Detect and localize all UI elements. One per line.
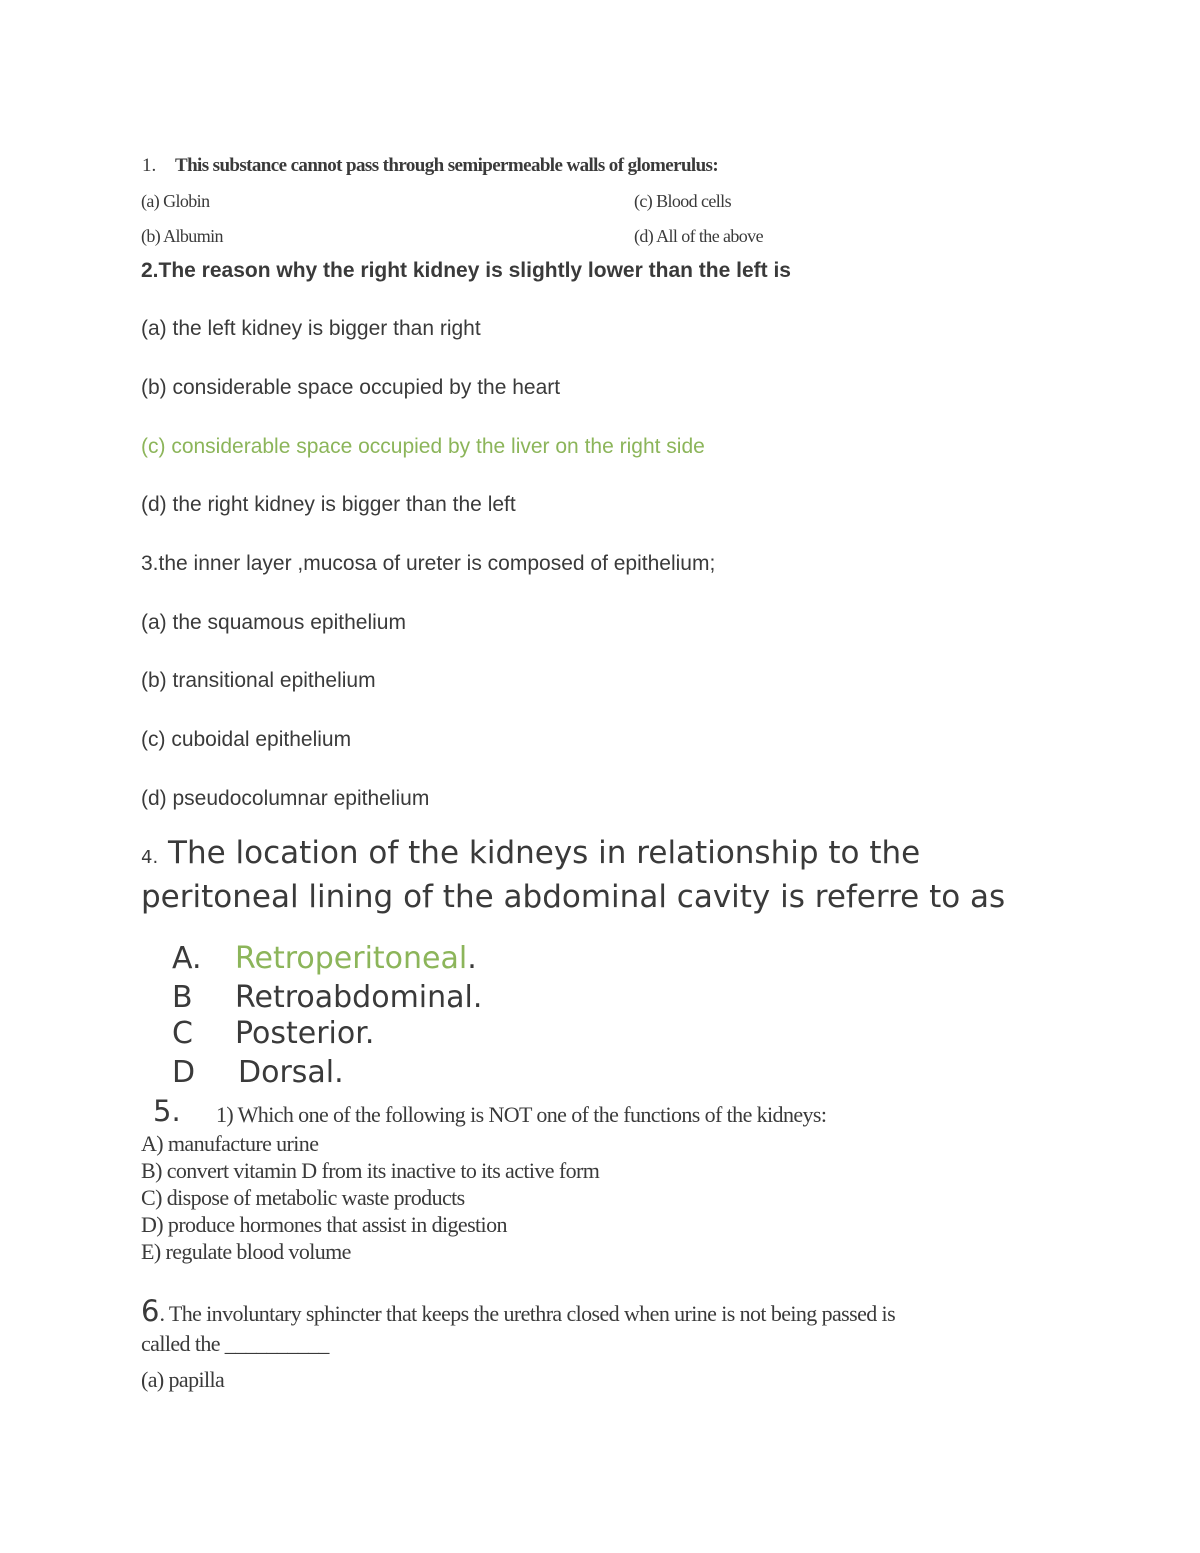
- q6-number: 6: [141, 1294, 160, 1328]
- q1-option-d: (d) All of the above: [634, 226, 763, 246]
- q3-option-b: (b) transitional epithelium: [141, 669, 376, 692]
- q2-option-d: (d) the right kidney is bigger than the left: [141, 493, 516, 516]
- q5-number: 5.: [153, 1094, 181, 1128]
- q4-question-line2: peritoneal lining of the abdominal cavity is referre to as: [141, 879, 1006, 915]
- q5-option-c: C) dispose of metabolic waste products: [141, 1185, 465, 1210]
- q4-option-d: Dorsal.: [238, 1055, 344, 1090]
- q2-question-text: 2.The reason why the right kidney is slightly lower than the left is: [141, 259, 791, 282]
- q5-option-b: B) convert vitamin D from its inactive to its active form: [141, 1158, 600, 1183]
- q2-option-c-highlighted: (c) considerable space occupied by the liver on the right side: [141, 435, 705, 458]
- q4-option-a-period: .: [467, 941, 477, 976]
- q6-question-line2: called the __________: [141, 1331, 329, 1356]
- q4-number: 4.: [141, 847, 159, 868]
- q4-option-d-letter: D: [172, 1055, 196, 1090]
- q6-question-line1: . The involuntary sphincter that keeps the urethra closed when urine is not being passed is: [159, 1301, 896, 1326]
- q1-option-a: (a) Globin: [141, 191, 210, 211]
- q4-option-a-letter: A.: [172, 941, 202, 976]
- q5-option-d: D) produce hormones that assist in digestion: [141, 1212, 507, 1237]
- q5-option-e: E) regulate blood volume: [141, 1239, 351, 1264]
- q3-option-c: (c) cuboidal epithelium: [141, 728, 352, 751]
- q3-option-a: (a) the squamous epithelium: [141, 611, 406, 634]
- q4-option-a-highlighted: Retroperitoneal: [235, 941, 468, 976]
- q4-option-c: Posterior.: [235, 1016, 375, 1051]
- q2-option-b: (b) considerable space occupied by the heart: [141, 376, 561, 399]
- q4-option-b-letter: B: [172, 980, 193, 1015]
- q4-question-line1: The location of the kidneys in relationship to the: [168, 835, 921, 871]
- q3-question-text: 3.the inner layer ,mucosa of ureter is composed of epithelium;: [141, 552, 716, 575]
- q3-option-d: (d) pseudocolumnar epithelium: [141, 787, 430, 810]
- q1-option-c: (c) Blood cells: [634, 191, 731, 211]
- q1-option-b: (b) Albumin: [141, 226, 223, 246]
- q1-question-text: This substance cannot pass through semipermeable walls of glomerulus:: [175, 155, 719, 176]
- q5-question-text: 1) Which one of the following is NOT one of the functions of the kidneys:: [216, 1102, 827, 1127]
- q4-option-b: Retroabdominal.: [235, 980, 483, 1015]
- q4-option-c-letter: C: [172, 1016, 193, 1051]
- q6-option-a: (a) papilla: [141, 1367, 225, 1392]
- q1-number: 1.: [142, 155, 157, 176]
- q5-option-a: A) manufacture urine: [141, 1131, 319, 1156]
- q2-option-a: (a) the left kidney is bigger than right: [141, 317, 481, 340]
